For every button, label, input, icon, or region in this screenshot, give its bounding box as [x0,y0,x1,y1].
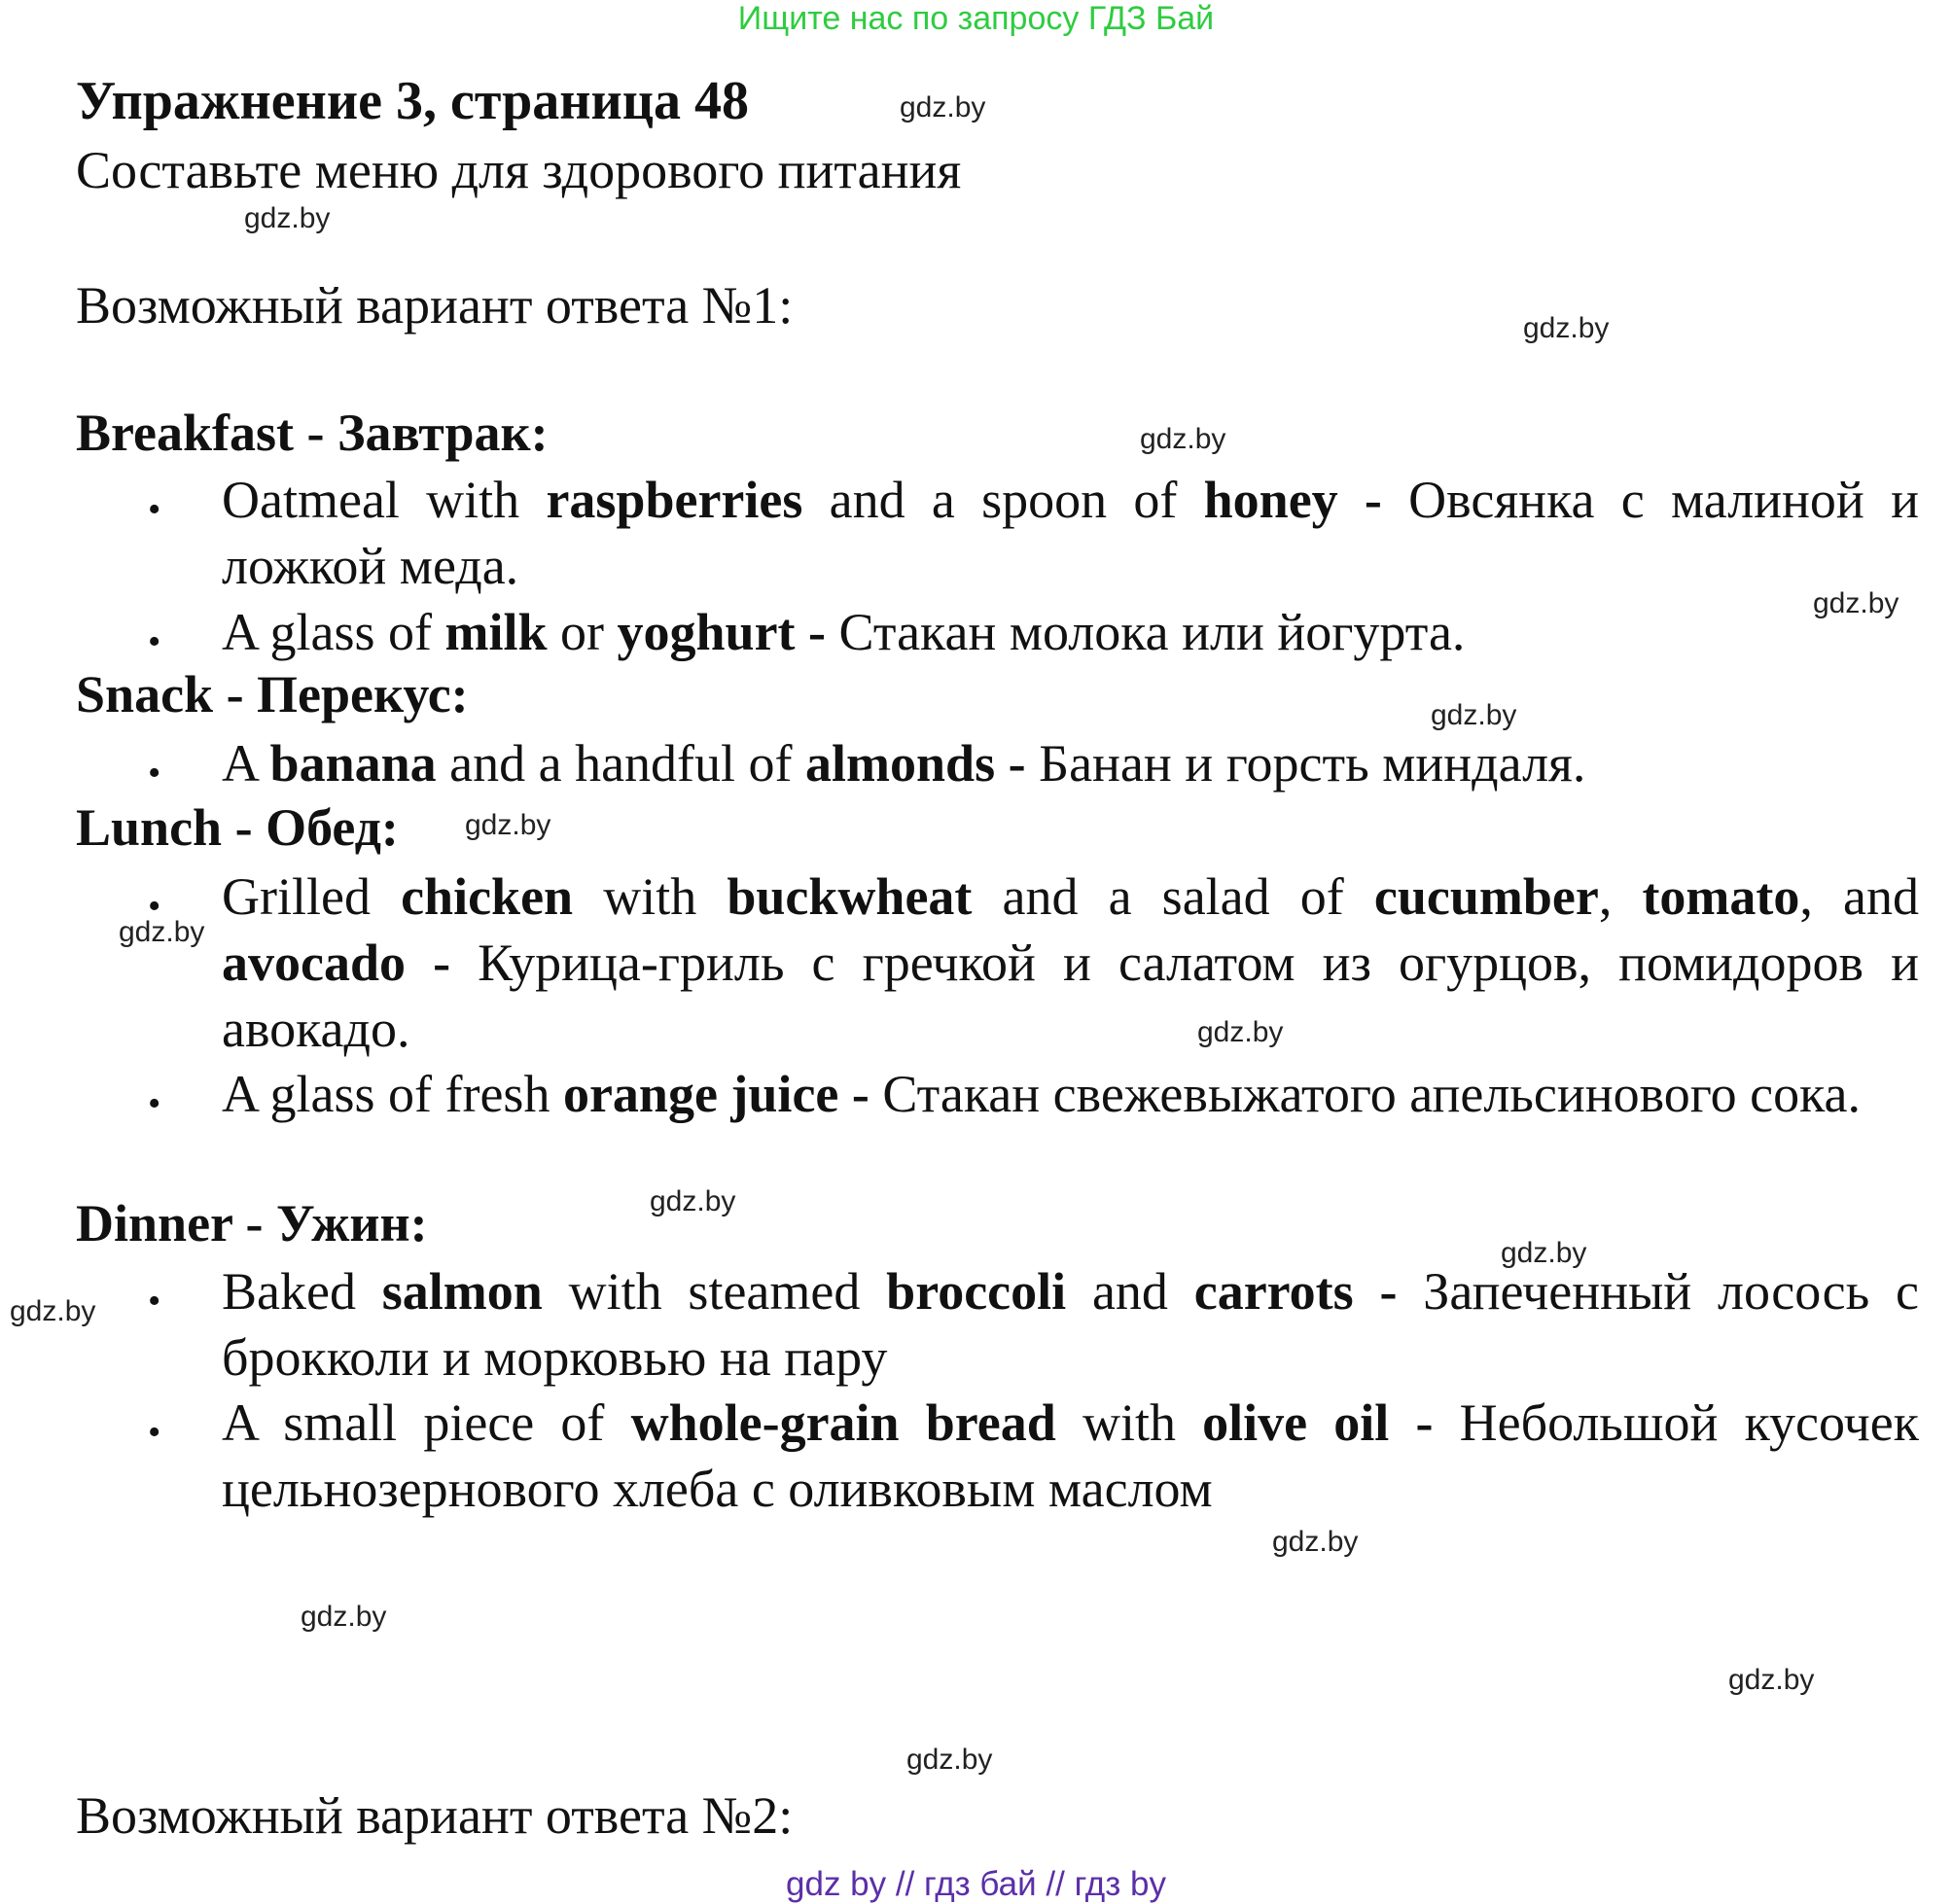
bullet-icon: • [148,886,161,927]
bullet-icon: • [148,621,161,662]
watermark: gdz.by [10,1295,96,1327]
watermark: gdz.by [1272,1526,1359,1558]
watermark: gdz.by [1197,1016,1284,1048]
dinner-item-1: Baked salmon with steamed broccoli and carrots - Запеченный лосось с брокколи и морковью на пару [222,1262,1919,1387]
watermark: gdz.by [465,809,551,841]
breakfast-item-2: A glass of milk or yoghurt - Стакан молока или йогурта. [222,603,1466,661]
watermark: gdz.by [301,1601,387,1633]
answer-variant-1-label: Возможный вариант ответа №1: [76,276,794,335]
snack-heading: Snack - Перекус: [76,665,469,723]
watermark: gdz.by [1431,699,1517,731]
watermark: gdz.by [1728,1664,1815,1696]
exercise-title: Упражнение 3, страница 48 [76,71,750,131]
lunch-item-2: A glass of fresh orange juice - Стакан свежевыжатого апельсинового сока. [222,1065,1861,1123]
watermark: gdz.by [119,916,205,948]
footer-links: gdz by // гдз бай // гдз by [786,1865,1166,1903]
snack-item-1: A banana and a handful of almonds - Банан и горсть миндаля. [222,734,1586,793]
answer-variant-2-label: Возможный вариант ответа №2: [76,1786,794,1845]
watermark: gdz.by [1523,312,1610,344]
search-banner: Ищите нас по запросу ГДЗ Бай [737,0,1215,37]
breakfast-heading: Breakfast - Завтрак: [76,404,549,462]
bullet-icon: • [148,753,161,793]
watermark: gdz.by [1813,587,1899,619]
lunch-item-1: Grilled chicken with buckwheat and a salad of cucumber, tomato, and avocado - Курица-гриль с гречкой и салатом из огурцов, помидоров и авокадо. [222,867,1919,1058]
watermark: gdz.by [1501,1237,1587,1269]
bullet-icon: • [148,489,161,530]
breakfast-item-1: Oatmeal with raspberries and a spoon of honey - Овсянка с малиной и ложкой меда. [222,471,1919,595]
bullet-icon: • [148,1083,161,1124]
lunch-heading: Lunch - Обед: [76,798,399,857]
watermark: gdz.by [1140,423,1226,455]
watermark: gdz.by [900,91,986,123]
task-text: Составьте меню для здорового питания [76,141,962,199]
bullet-icon: • [148,1412,161,1453]
watermark: gdz.by [244,202,331,234]
dinner-heading: Dinner - Ужин: [76,1194,428,1252]
watermark: gdz.by [650,1185,736,1217]
dinner-item-2: A small piece of whole-grain bread with olive oil - Небольшой кусочек цельнозернового хлеба с оливковым маслом [222,1393,1919,1518]
watermark: gdz.by [906,1744,993,1776]
bullet-icon: • [148,1281,161,1322]
